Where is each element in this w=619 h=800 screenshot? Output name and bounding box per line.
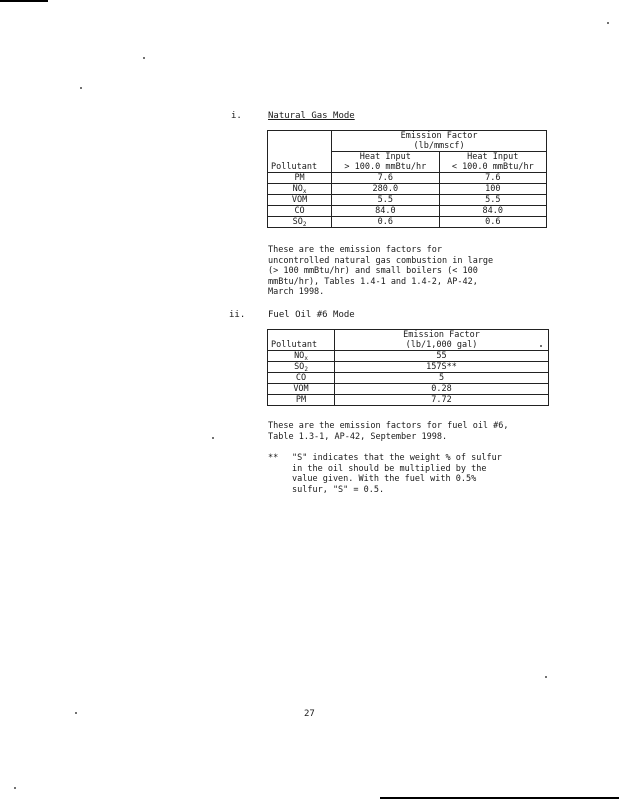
scan-speck <box>14 787 16 789</box>
pollutant-cell <box>268 384 335 395</box>
table-row <box>268 195 547 206</box>
table-row <box>268 184 547 195</box>
emission-factor-label: Emission Factor <box>403 330 480 340</box>
section-i-paragraph: These are the emission factors for uncontrolled natural gas combustion in large (> 100 mmBtu/hr) and small boilers (< 100 mmBtu/hr), Tables 1.4-1 and 1.4-2, AP-42, March 1998. <box>268 245 494 297</box>
table-row <box>268 206 547 217</box>
section-i-number: i. <box>231 111 242 121</box>
table-row <box>268 173 547 184</box>
pollutant-name: NO <box>292 184 303 194</box>
pollutant-cell <box>268 195 332 206</box>
large-value-cell: 7.6 <box>332 173 439 184</box>
small-value-cell: 100 <box>439 184 546 195</box>
pollutant-cell <box>268 184 332 195</box>
pollutant-cell <box>268 351 335 362</box>
pollutant-subscript: 2 <box>302 221 307 228</box>
large-value-cell: 280.0 <box>332 184 439 195</box>
emission-factor-unit: (lb/mmscf) <box>413 141 465 151</box>
table-row <box>268 373 549 384</box>
value-cell: 7.72 <box>335 395 549 406</box>
scan-mark-bottom <box>380 797 619 799</box>
pollutant-name: PM <box>294 173 305 183</box>
pollutant-cell <box>268 395 335 406</box>
small-boiler-header-line2: < 100.0 mmBtu/hr <box>451 162 534 172</box>
pollutant-subscript: x <box>304 355 308 362</box>
pollutant-cell <box>268 362 335 373</box>
small-boiler-header-line1: Heat Input <box>467 152 519 162</box>
emission-factor-header <box>332 131 547 152</box>
value-cell: 0.28 <box>335 384 549 395</box>
pollutant-cell <box>268 217 332 228</box>
section-ii-number: ii. <box>229 310 246 320</box>
table-row <box>268 351 549 362</box>
scan-speck <box>212 437 214 439</box>
pollutant-col-header: Pollutant <box>268 152 332 173</box>
footnote-text: "S" indicates that the weight % of sulfur in the oil should be multiplied by the value given. With the fuel with 0.5% sulfur, "S" = 0.5. <box>292 453 502 495</box>
section-ii-paragraph: These are the emission factors for fuel oil #6, Table 1.3-1, AP-42, September 1998. <box>268 421 509 442</box>
pollutant-cell <box>268 173 332 184</box>
small-boiler-col-header <box>439 152 546 173</box>
large-value-cell: 0.6 <box>332 217 439 228</box>
scan-speck <box>80 87 82 89</box>
pollutant-subscript: x <box>302 188 307 195</box>
natural-gas-emission-table <box>267 130 547 228</box>
pollutant-cell <box>268 373 335 384</box>
pollutant-name: CO <box>295 373 307 383</box>
emission-factor-header <box>335 330 549 351</box>
small-value-cell: 84.0 <box>439 206 546 217</box>
small-value-cell: 5.5 <box>439 195 546 206</box>
table-row <box>268 217 547 228</box>
emission-factor-unit: (lb/1,000 gal) <box>405 340 478 350</box>
pollutant-cell <box>268 206 332 217</box>
emission-factor-label: Emission Factor <box>400 131 478 141</box>
value-cell: 55 <box>335 351 549 362</box>
table-row <box>268 395 549 406</box>
pollutant-name: SO <box>294 362 305 372</box>
section-ii-title: Fuel Oil #6 Mode <box>268 310 355 320</box>
value-cell: 5 <box>335 373 549 384</box>
pollutant-name: VOM <box>291 195 308 205</box>
large-boiler-header-line2: > 100.0 mmBtu/hr <box>344 162 427 172</box>
pollutant-col-header: Pollutant <box>268 330 335 351</box>
section-i-title: Natural Gas Mode <box>268 111 355 121</box>
pollutant-name: PM <box>295 395 307 405</box>
scan-mark-top-left <box>0 0 48 2</box>
scan-speck <box>143 57 145 59</box>
small-value-cell: 7.6 <box>439 173 546 184</box>
footnote-marker: ** <box>268 453 279 463</box>
large-value-cell: 5.5 <box>332 195 439 206</box>
large-value-cell: 84.0 <box>332 206 439 217</box>
table-row <box>268 384 549 395</box>
pollutant-subscript: 2 <box>304 366 308 373</box>
page-number: 27 <box>304 709 315 719</box>
small-value-cell: 0.6 <box>439 217 546 228</box>
table-header-empty <box>268 131 332 152</box>
value-cell: 157S** <box>335 362 549 373</box>
large-boiler-header-line1: Heat Input <box>359 152 411 162</box>
scan-speck <box>607 22 609 24</box>
large-boiler-col-header <box>332 152 439 173</box>
table-row <box>268 362 549 373</box>
scan-speck <box>75 712 77 714</box>
fuel-oil-emission-table <box>267 329 549 406</box>
pollutant-name: CO <box>294 206 305 216</box>
pollutant-name: NO <box>294 351 305 361</box>
pollutant-name: SO <box>292 217 303 227</box>
pollutant-name: VOM <box>293 384 309 394</box>
scan-speck <box>545 676 547 678</box>
